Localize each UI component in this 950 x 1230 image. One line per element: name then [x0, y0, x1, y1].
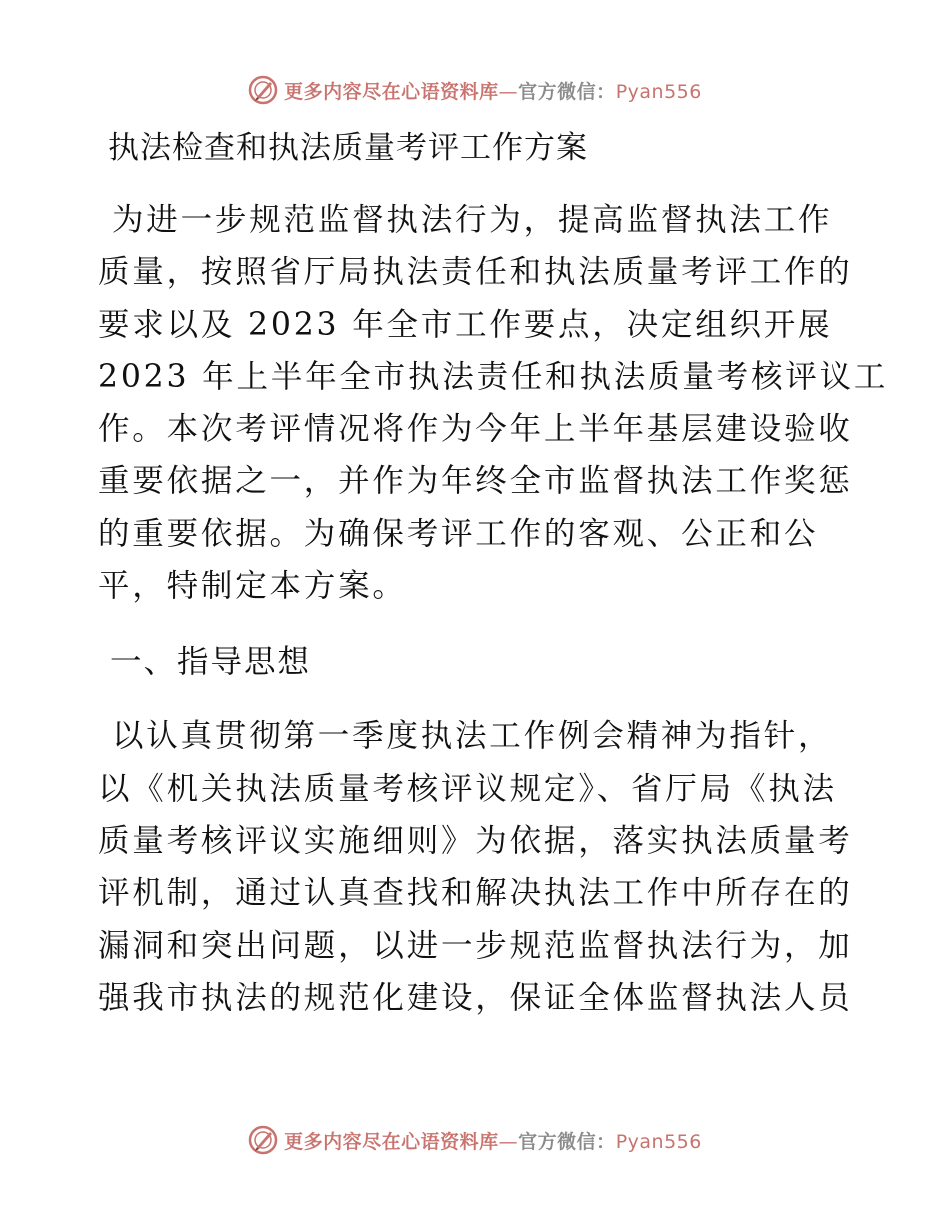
watermark-dash: — [498, 80, 519, 103]
document-body [98, 124, 889, 1048]
watermark-id: Pyan556 [615, 80, 702, 103]
text-line: 作。本次考评情况将作为今年上半年基层建设验收 [98, 411, 853, 448]
watermark-main: 更多内容尽在心语资料库 [284, 80, 499, 103]
watermark-official: 官方微信： [518, 80, 616, 103]
text-line: 评机制，通过认真查找和解决执法工作中所存在的 [98, 875, 853, 912]
text-line: 2023 年上半年全市执法责任和执法质量考核评议工 [98, 358, 889, 395]
paragraph-intro [98, 194, 889, 612]
text-line: 质量考核评议实施细则》为依据，落实执法质量考 [98, 822, 853, 859]
text-line: 以《机关执法质量考核评议规定》、省厅局《执法 [98, 770, 837, 807]
text-line: 为进一步规范监督执法行为，提高监督执法工作 [112, 202, 833, 238]
watermark-official: 官方微信： [518, 1130, 616, 1153]
watermark-top [0, 70, 950, 110]
text-line: 平，特制定本方案。 [98, 568, 407, 605]
text-line: 重要依据之一，并作为年终全市监督执法工作奖惩 [98, 463, 853, 500]
watermark-text [284, 77, 702, 104]
text-line: 要求以及 2023 年全市工作要点，决定组织开展 [98, 306, 833, 343]
section-heading: 一、指导思想 [110, 644, 312, 681]
document-title: 执法检查和执法质量考评工作方案 [108, 130, 588, 166]
text-line: 漏洞和突出问题，以进一步规范监督执法行为，加 [98, 927, 853, 964]
watermark-text [284, 1127, 702, 1154]
pen-logo-icon [248, 1125, 278, 1155]
watermark-id: Pyan556 [615, 1130, 702, 1153]
paragraph-guiding-thought [98, 710, 858, 1024]
pen-logo-icon [248, 75, 278, 105]
text-line: 的重要依据。为确保考评工作的客观、公正和公 [98, 515, 819, 552]
text-line: 强我市执法的规范化建设，保证全体监督执法人员 [98, 979, 853, 1016]
watermark-bottom [0, 1120, 950, 1160]
watermark-main: 更多内容尽在心语资料库 [284, 1130, 499, 1153]
watermark-dash: — [498, 1130, 519, 1153]
text-line: 质量，按照省厅局执法责任和执法质量考评工作的 [98, 254, 853, 291]
text-line: 以认真贯彻第一季度执法工作例会精神为指针， [112, 718, 833, 755]
